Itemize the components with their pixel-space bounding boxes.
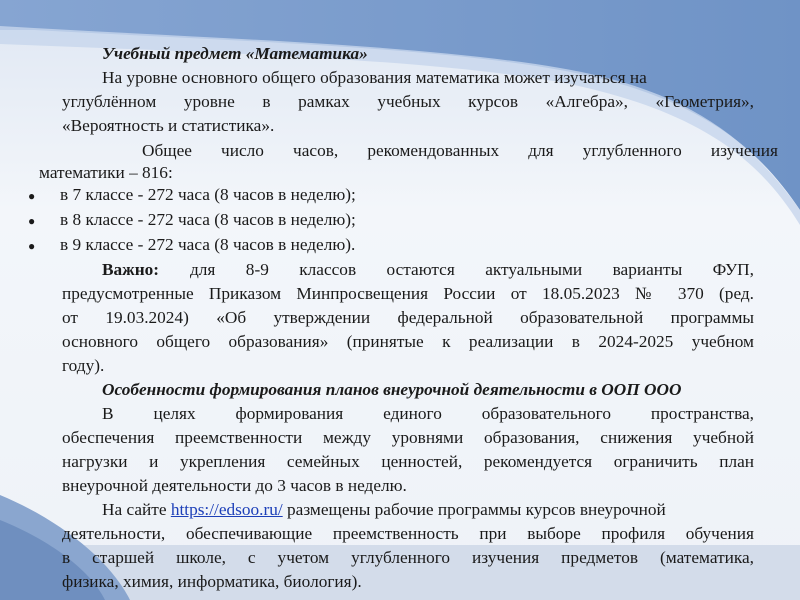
text: размещены рабочие программы курсов внеурочной <box>282 500 666 519</box>
paragraph-line: деятельности, обеспечивающие преемственность при выборе профиля обучения <box>62 524 754 543</box>
bullet-icon: ● <box>28 189 36 203</box>
paragraph-line: для 8-9 классов остаются актуальными варианты ФУП, <box>190 260 754 279</box>
paragraph-line: в старшей школе, с учетом углубленного изучения предметов (математика, <box>62 548 754 567</box>
section-title-extracurricular: Особенности формирования планов внеурочной деятельности в ООП ООО <box>102 380 682 399</box>
list-item: в 7 классе - 272 часа (8 часов в неделю); <box>60 185 356 204</box>
paragraph-line: нагрузки и укрепления семейных ценностей, рекомендуется ограничить план <box>62 452 754 471</box>
bullet-icon: ● <box>28 239 36 253</box>
important-label: Важно: <box>102 260 160 279</box>
paragraph-line: Общее число часов, рекомендованных для углубленного изучения <box>142 141 778 160</box>
paragraph-line: «Вероятность и статистика». <box>62 116 275 135</box>
list-item: в 9 классе - 272 часа (8 часов в неделю). <box>60 235 356 254</box>
bullet-icon: ● <box>28 214 36 228</box>
paragraph-line: предусмотренные Приказом Минпросвещения России от 18.05.2023 № 370 (ред. <box>62 284 754 303</box>
section-title-math: Учебный предмет «Математика» <box>102 44 368 63</box>
paragraph-line: В целях формирования единого образовательного пространства, <box>102 404 754 423</box>
paragraph-line: математики – 816: <box>39 163 173 182</box>
paragraph-line: На уровне основного общего образования математика может изучаться на <box>102 68 647 87</box>
paragraph-line: от 19.03.2024) «Об утверждении федеральной образовательной программы <box>62 308 754 327</box>
paragraph-line: обеспечения преемственности между уровнями образования, снижения учебной <box>62 428 754 447</box>
edsoo-link[interactable]: https://edsoo.ru/ <box>170 500 283 519</box>
paragraph-line-with-link <box>102 498 666 522</box>
paragraph-line: году). <box>62 356 105 375</box>
paragraph-line: физика, химия, информатика, биология). <box>62 572 362 591</box>
paragraph-line: основного общего образования» (принятые к реализации в 2024-2025 учебном <box>62 332 754 351</box>
paragraph-line: углублённом уровне в рамках учебных курсов «Алгебра», «Геометрия», <box>62 92 754 111</box>
text: На сайте <box>102 500 171 519</box>
paragraph-line: внеурочной деятельности до 3 часов в неделю. <box>62 476 407 495</box>
list-item: в 8 классе - 272 часа (8 часов в неделю); <box>60 210 356 229</box>
